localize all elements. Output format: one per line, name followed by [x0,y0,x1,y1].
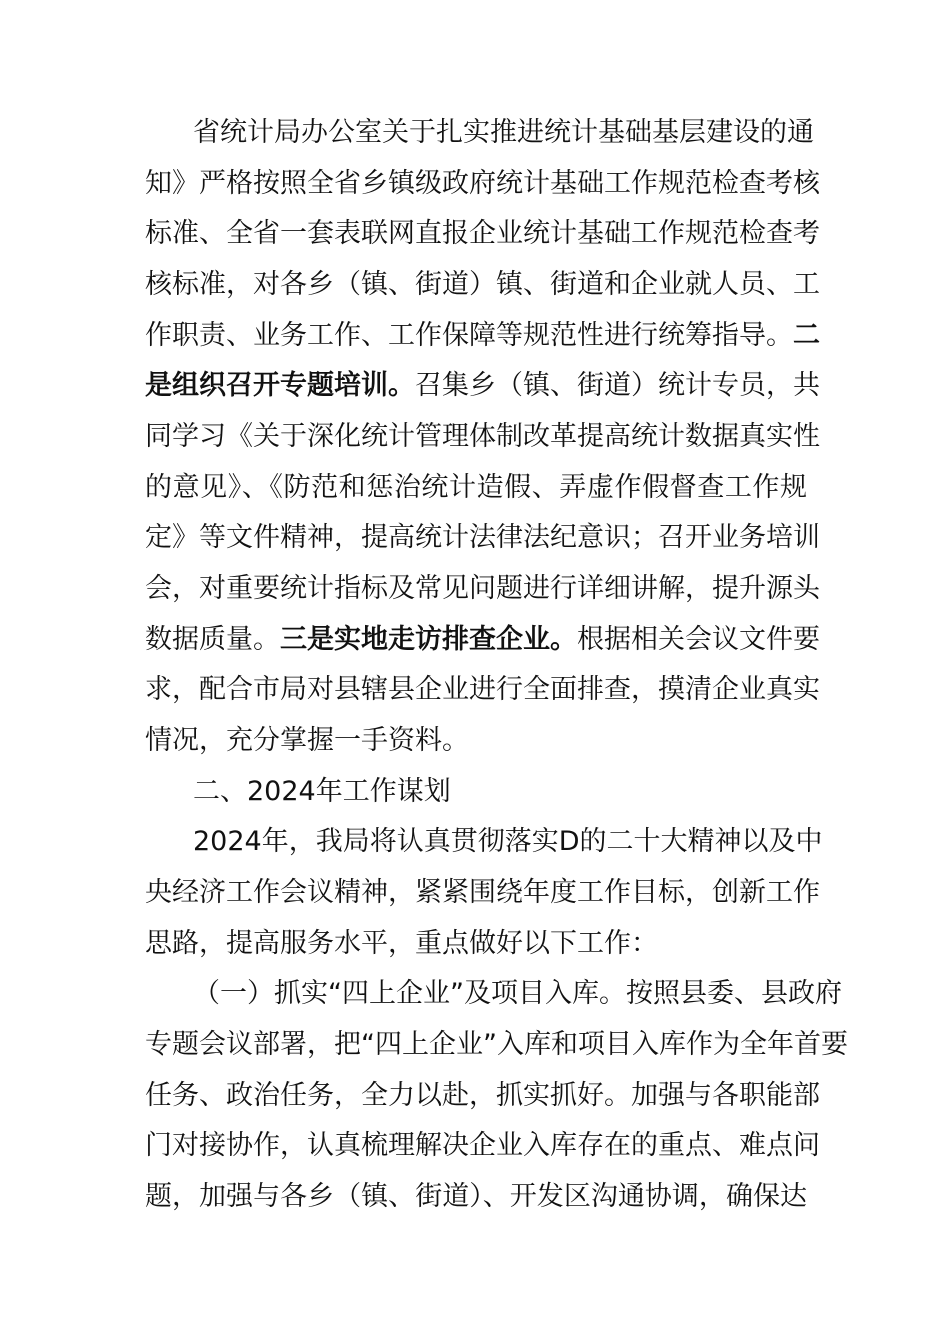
text-run: 2024年，我局将认真贯彻落实D的二十大精神以及中 [193,826,823,858]
text-line [145,518,820,558]
text-line [145,670,820,710]
text-line [145,214,820,254]
text-line [145,164,820,204]
text-run: 省统计局办公室关于扎实推进统计基础基层建设的通 [193,117,814,148]
text-run: 题，加强与各乡（镇、街道）、开发区沟通协调，确保达 [145,1181,807,1213]
text-line [145,873,820,913]
text-run: 任务、政治任务，全力以赴，抓实抓好。加强与各职能部 [145,1079,820,1111]
text-line [145,1177,807,1217]
text-run: 数据质量。 [145,623,280,655]
text-line [145,1025,848,1065]
text-run: 思路，提高服务水平，重点做好以下工作： [145,927,658,959]
text-run: 召集乡（镇、街道）统计专员，共 [415,370,820,402]
text-line [145,316,820,356]
text-run: 门对接协作，认真梳理解决企业入库存在的重点、难点问 [145,1130,820,1162]
text-line [193,822,823,862]
text-run: 核标准，对各乡（镇、街道）镇、街道和企业就人员、工 [145,269,820,300]
text-run: 专题会议部署，把“四上企业”入库和项目入库作为全年首要 [145,1029,848,1061]
text-line [145,1076,820,1116]
text-run: 二、2024年工作谋划 [193,775,451,807]
text-line [145,569,820,609]
text-run: 会，对重要统计指标及常见问题进行详细讲解，提升源头 [145,573,820,605]
text-run: 求，配合市局对县辖县企业进行全面排查，摸清企业真实 [145,674,820,706]
text-line [145,265,820,305]
text-line [193,113,814,153]
text-run: （一）抓实“四上企业”及项目入库。按照县委、县政府 [193,978,842,1010]
bold-text-run: 是组织召开专题培训。 [145,370,415,402]
bold-text-run: 二 [793,319,820,351]
text-line [145,468,807,508]
text-run: 知》严格按照全省乡镇级政府统计基础工作规范检查考核 [145,167,820,199]
text-run: 央经济工作会议精神，紧紧围绕年度工作目标，创新工作 [145,877,820,909]
text-line [145,620,820,660]
text-line [193,772,807,812]
text-run: 同学习《关于深化统计管理体制改革提高统计数据真实性 [145,421,820,453]
text-line [145,924,807,964]
text-line [145,366,820,406]
text-run: 情况，充分掌握一手资料。 [145,725,469,757]
text-run: 定》等文件精神，提高统计法律法纪意识；召开业务培训 [145,522,820,554]
bold-text-run: 三是实地走访排查企业。 [280,623,577,655]
text-line [145,721,807,761]
text-run: 根据相关会议文件要 [577,623,820,655]
text-run: 标准、全省一套表联网直报企业统计基础工作规范检查考 [145,218,820,250]
text-line [145,417,820,457]
text-run: 作职责、业务工作、工作保障等规范性进行统筹指导。 [145,319,793,351]
text-line [193,974,842,1014]
text-run: 的意见》、《防范和惩治统计造假、弄虚作假督查工作规 [145,471,807,503]
text-line [145,1126,820,1166]
